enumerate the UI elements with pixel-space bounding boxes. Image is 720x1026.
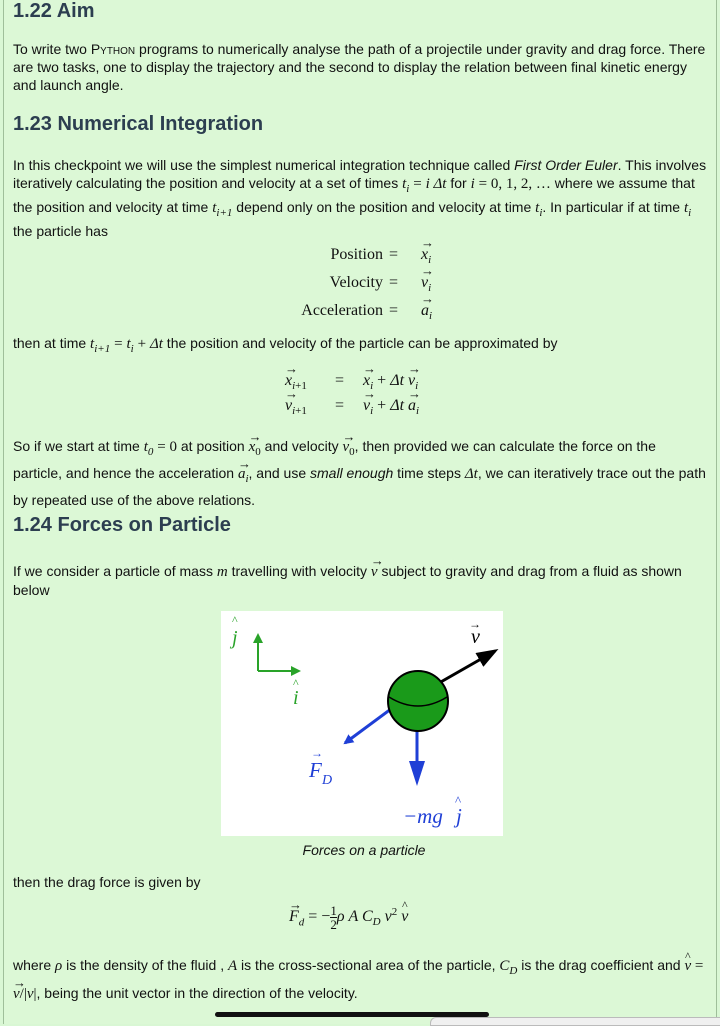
eq-label-position: Position bbox=[330, 246, 383, 263]
label-mg: −mg bbox=[403, 804, 443, 828]
eq-label-velocity: Velocity bbox=[329, 274, 383, 291]
label-v: v bbox=[471, 626, 480, 648]
label-fd: F bbox=[309, 758, 322, 782]
label-v-arrow: → bbox=[469, 617, 481, 631]
label-fd-sub: D bbox=[322, 773, 333, 788]
label-mg-caret: ^ bbox=[455, 793, 462, 808]
label-fd-arrow: → bbox=[311, 746, 323, 760]
forces-figure bbox=[221, 611, 503, 836]
label-j-caret: ^ bbox=[232, 613, 238, 627]
drag-force-equation: → $F_d$ = − $\frac{1}{2}$ ρ A $C_D$ $v^2$ ^ v bbox=[289, 904, 408, 931]
python-term: Python bbox=[90, 41, 136, 57]
figure-caption: Forces on a particle bbox=[302, 842, 426, 858]
label-mg-j: j bbox=[456, 804, 462, 828]
heading-forces: 1.24 Forces on Particle bbox=[13, 514, 231, 536]
aim-paragraph: To write two Python programs to numerically analyse the path of a projectile under gravity and drag force. There are two tasks, one to display the trajectory and the second to display the relation between final kinetic energy and launch angle. bbox=[13, 41, 706, 93]
heading-numerical-integration: 1.23 Numerical Integration bbox=[13, 113, 264, 135]
numerical-paragraph-3: So if we start at time $t_0 = 0$ at position → $x_0$ and velocity → $v_0$, then provided we can calculate the force on the particle, and hence the acceleration → $a_i$, and use small enough time steps Δt, we can iteratively trace out the path by repeated use of the above relations. bbox=[13, 436, 707, 511]
forces-paragraph-2: then the drag force is given by bbox=[13, 874, 201, 890]
update-equations: → $x_{i+1}$ = → $x_i + \Delta t \to v_i$ → $v_{i+1}$ = → $v_i + \Delta t \to a_i$ bbox=[13, 370, 709, 420]
numerical-paragraph-1: In this checkpoint we will use the simplest numerical integration technique called First Order Euler. This involves iteratively calculating the position and velocity at a set of times $t_i = i$ Δt for i = 0, 1, 2, … where we assume that the position and velocity at time $t_{i+1}$ depend only on the position and velocity at time $t_i$. In particular if at time $t_i$ the particle has bbox=[13, 157, 707, 239]
heading-aim: 1.22 Aim bbox=[13, 0, 95, 22]
eq-label-acceleration: Acceleration bbox=[301, 302, 383, 319]
label-i-caret: ^ bbox=[293, 676, 299, 690]
state-equations: Position = → $x_i$ Velocity = → $v_i$ Acceleration = → $a_i$ bbox=[13, 244, 709, 324]
label-i-hat: i bbox=[293, 687, 299, 709]
velocity-arrow bbox=[439, 651, 495, 683]
numerical-paragraph-2: then at time $t_{i+1} = t_i + \Delta t$ the position and velocity of the particle can be approximated by bbox=[13, 335, 558, 355]
bottom-toolbar-edge bbox=[430, 1017, 720, 1026]
gravity-arrowhead bbox=[409, 761, 425, 786]
label-j-hat: j bbox=[232, 627, 238, 649]
forces-diagram bbox=[221, 611, 503, 836]
forces-paragraph-3: where ρ is the density of the fluid , A is the cross-sectional area of the particle, $C_D$ is the drag coefficient and ^ v = → v/|v|, being the unit vector in the direction of the velocity. bbox=[13, 954, 707, 1005]
document-page bbox=[3, 0, 717, 1024]
forces-paragraph-1: If we consider a particle of mass m travelling with velocity → v subject to gravity and drag from a fluid as shown below bbox=[13, 562, 707, 599]
